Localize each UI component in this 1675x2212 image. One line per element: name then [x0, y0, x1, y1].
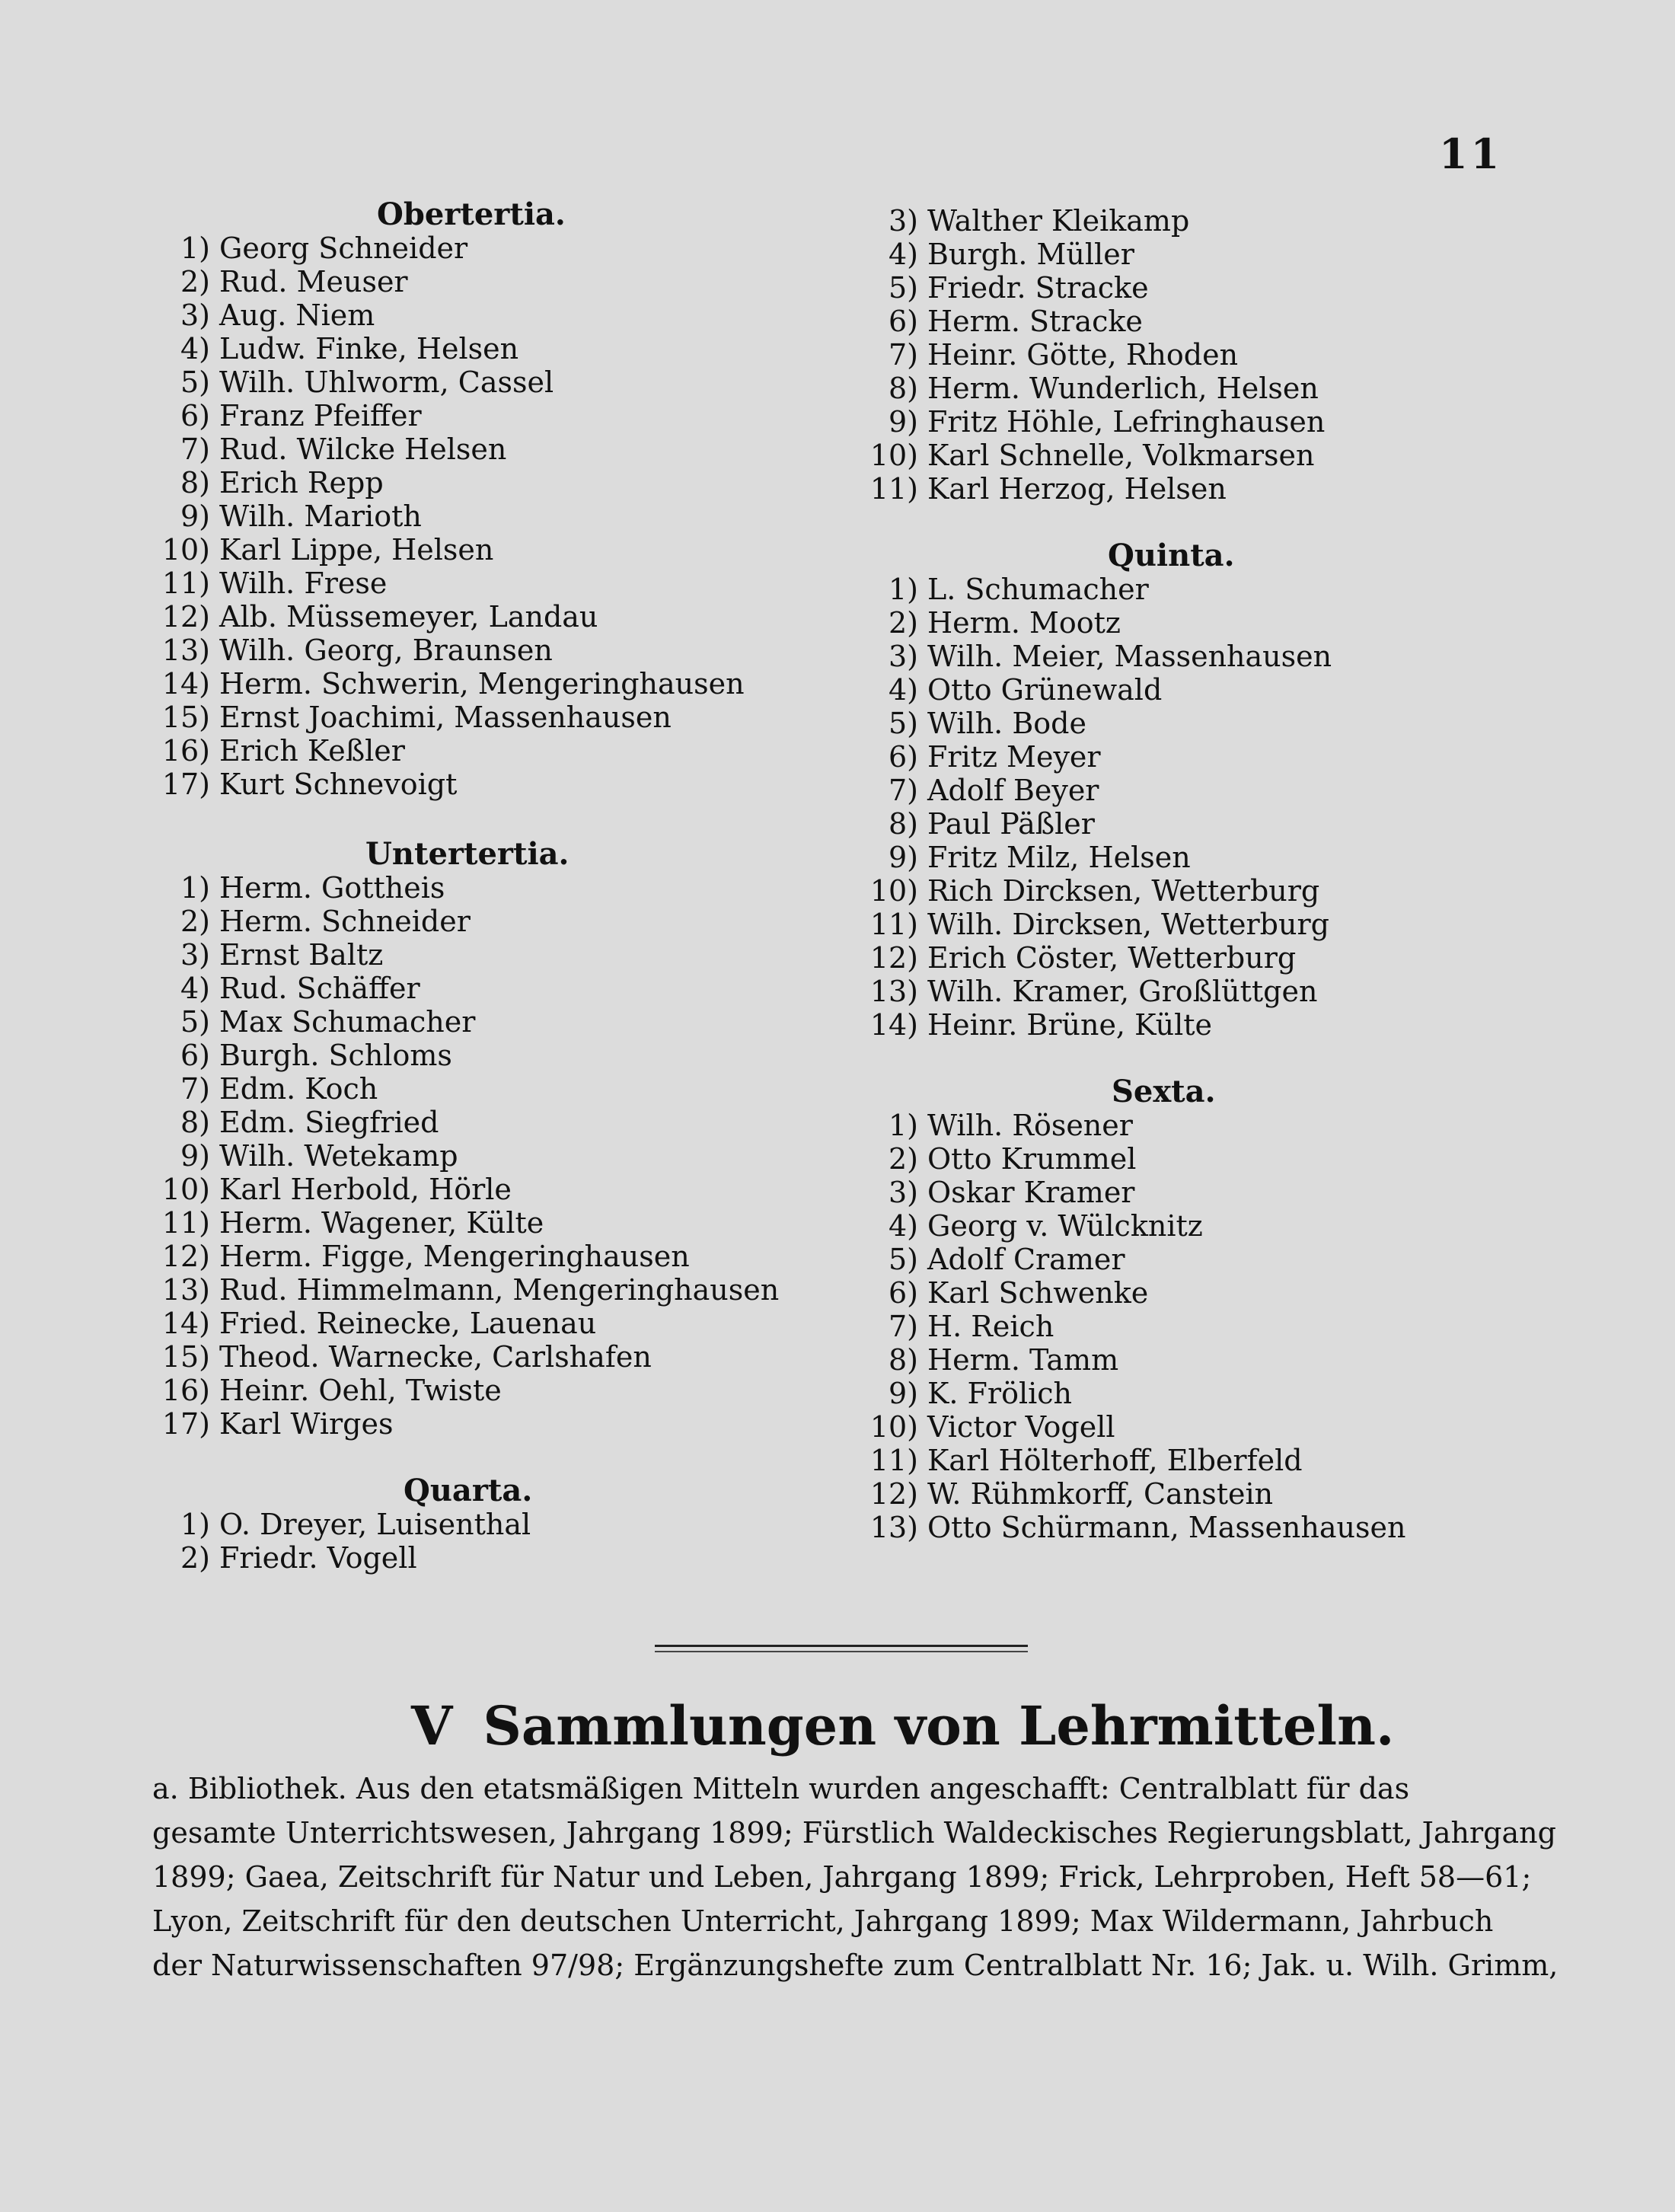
list-item-name: Rud. Schäffer [219, 972, 420, 1005]
list-item [860, 1209, 1546, 1243]
list-sexta [860, 1109, 1546, 1544]
list-item-name: Burgh. Müller [927, 238, 1134, 271]
list-item [152, 701, 838, 734]
body-line: a. Bibliothek. Aus den etatsmäßigen Mitteln wurden angeschafft: Centralblatt für das [152, 1772, 1410, 1805]
list-item-name: Georg Schneider [219, 231, 468, 265]
list-item-name: Karl Lippe, Helsen [219, 533, 494, 567]
list-item-number: 5) [888, 1243, 918, 1276]
list-item-name: Herm. Gottheis [219, 871, 445, 905]
heading-sexta: Sexta. [1112, 1074, 1216, 1109]
list-item [860, 673, 1546, 707]
list-item-name: Heinr. Brüne, Külte [927, 1008, 1213, 1042]
list-item-number: 8) [180, 466, 210, 500]
list-item [860, 740, 1546, 774]
list-item [860, 439, 1546, 472]
list-item [152, 1039, 838, 1072]
list-item-number: 4) [888, 238, 918, 271]
list-item [860, 1444, 1546, 1477]
list-item-name: Ernst Joachimi, Massenhausen [219, 701, 672, 734]
list-item-name: Karl Herzog, Helsen [927, 472, 1227, 506]
list-item-number: 6) [180, 399, 210, 433]
list-item [152, 734, 838, 768]
list-item [152, 1240, 838, 1273]
list-item [860, 573, 1546, 606]
list-item-name: Herm. Wagener, Külte [219, 1206, 544, 1240]
list-item-name: Wilh. Rösener [927, 1109, 1133, 1142]
list-item [152, 567, 838, 600]
list-item [860, 606, 1546, 640]
divider-line-bottom [655, 1651, 1028, 1652]
list-item [860, 204, 1546, 238]
list-item-number: 8) [888, 807, 918, 841]
list-item-number: 1) [180, 1508, 210, 1541]
list-item-name: Wilh. Frese [219, 567, 388, 600]
list-item-name: Otto Schürmann, Massenhausen [927, 1511, 1406, 1544]
list-item [860, 774, 1546, 807]
list-item-name: Fried. Reinecke, Lauenau [219, 1307, 597, 1340]
list-item [152, 871, 838, 905]
list-item [152, 1173, 838, 1206]
list-item [152, 938, 838, 972]
list-item-number: 6) [180, 1039, 210, 1072]
list-item-number: 10) [869, 439, 918, 472]
list-item-number: 5) [888, 707, 918, 740]
list-item [152, 1407, 838, 1441]
list-item-number: 9) [888, 1377, 918, 1410]
list-item [860, 1109, 1546, 1142]
list-item [860, 271, 1546, 305]
list-item [152, 298, 838, 332]
list-item [152, 1541, 838, 1575]
list-item-name: Fritz Höhle, Lefringhausen [927, 405, 1326, 439]
list-item [152, 1340, 838, 1374]
list-item-number: 7) [888, 1310, 918, 1343]
list-item-number: 17) [161, 1407, 210, 1441]
list-item [152, 1005, 838, 1039]
list-item-name: Rud. Meuser [219, 265, 408, 298]
list-item [860, 472, 1546, 506]
section-title [411, 1694, 1401, 1757]
list-item [152, 600, 838, 634]
body-line: 1899; Gaea, Zeitschrift für Natur und Leben, Jahrgang 1899; Frick, Lehrproben, Heft 58—61; [152, 1860, 1532, 1894]
list-item-name: Heinr. Götte, Rhoden [927, 338, 1239, 372]
list-item-number: 6) [888, 1276, 918, 1310]
list-item-name: Herm. Schneider [219, 905, 471, 938]
section-title-text: Sammlungen von Lehrmitteln. [483, 1694, 1395, 1757]
list-item-name: Herm. Figge, Mengeringhausen [219, 1240, 690, 1273]
list-item-number: 2) [180, 265, 210, 298]
list-item-name: Rich Dircksen, Wetterburg [927, 874, 1320, 908]
list-item [860, 1243, 1546, 1276]
list-item-number: 14) [161, 1307, 210, 1340]
list-item [152, 533, 838, 567]
list-item-name: Wilh. Meier, Massenhausen [927, 640, 1332, 673]
list-item-number: 3) [888, 204, 918, 238]
list-untertertia [152, 871, 838, 1441]
list-item [860, 1276, 1546, 1310]
list-item [860, 1008, 1546, 1042]
list-item [152, 768, 838, 801]
list-item-number: 2) [180, 905, 210, 938]
list-item-name: Rud. Wilcke Helsen [219, 433, 507, 466]
list-item [860, 1310, 1546, 1343]
list-item [860, 941, 1546, 975]
list-item-name: Otto Krummel [927, 1142, 1137, 1176]
list-item-name: L. Schumacher [927, 573, 1149, 606]
list-item-number: 2) [180, 1541, 210, 1575]
list-item-number: 7) [180, 1072, 210, 1106]
list-item-name: Herm. Schwerin, Mengeringhausen [219, 667, 745, 701]
list-item-name: Wilh. Marioth [219, 500, 422, 533]
list-item-name: Georg v. Wülcknitz [927, 1209, 1203, 1243]
list-item-name: K. Frölich [927, 1377, 1073, 1410]
list-item-number: 10) [161, 533, 210, 567]
list-item [860, 1343, 1546, 1377]
list-item [860, 908, 1546, 941]
list-item-name: Karl Hölterhoff, Elberfeld [927, 1444, 1303, 1477]
list-item-number: 1) [888, 1109, 918, 1142]
list-item-number: 9) [888, 405, 918, 439]
list-item [860, 1511, 1546, 1544]
body-line: Lyon, Zeitschrift für den deutschen Unterricht, Jahrgang 1899; Max Wildermann, Jahrbuch [152, 1904, 1494, 1938]
list-item-number: 13) [869, 1511, 918, 1544]
list-item-name: Max Schumacher [219, 1005, 476, 1039]
list-item [152, 466, 838, 500]
list-item-number: 11) [161, 1206, 210, 1240]
list-item-name: Karl Wirges [219, 1407, 394, 1441]
list-item-number: 15) [161, 1340, 210, 1374]
list-item-number: 9) [888, 841, 918, 874]
heading-quarta: Quarta. [404, 1473, 533, 1508]
list-item-number: 11) [869, 472, 918, 506]
list-item-name: Erich Keßler [219, 734, 405, 768]
list-item-number: 13) [869, 975, 918, 1008]
list-item-name: Heinr. Oehl, Twiste [219, 1374, 502, 1407]
list-item [860, 1377, 1546, 1410]
list-item-name: Victor Vogell [927, 1410, 1115, 1444]
list-item-name: Wilh. Kramer, Großlüttgen [927, 975, 1318, 1008]
list-item-name: Edm. Koch [219, 1072, 378, 1106]
heading-obertertia: Obertertia. [377, 196, 566, 232]
body-paragraph [152, 1767, 1559, 1987]
list-item [152, 265, 838, 298]
list-item-name: Edm. Siegfried [219, 1106, 439, 1139]
list-item-name: Burgh. Schloms [219, 1039, 452, 1072]
list-item [152, 1139, 838, 1173]
list-item [860, 707, 1546, 740]
list-item-number: 4) [180, 332, 210, 365]
list-item-number: 1) [180, 231, 210, 265]
page-number: 11 [1439, 129, 1503, 178]
list-item-number: 4) [180, 972, 210, 1005]
list-item [152, 905, 838, 938]
heading-untertertia: Untertertia. [365, 836, 570, 872]
list-item-number: 3) [180, 298, 210, 332]
list-item-number: 12) [161, 1240, 210, 1273]
list-item [152, 1072, 838, 1106]
list-item-name: Alb. Müssemeyer, Landau [219, 600, 598, 634]
list-item-name: Karl Schwenke [927, 1276, 1149, 1310]
list-item-name: Otto Grünewald [927, 673, 1163, 707]
list-item-name: Herm. Stracke [927, 305, 1143, 338]
list-item-number: 13) [161, 634, 210, 667]
list-item-name: W. Rühmkorff, Canstein [927, 1477, 1274, 1511]
list-item [152, 500, 838, 533]
list-item-name: Franz Pfeiffer [219, 399, 422, 433]
list-item-name: Ludw. Finke, Helsen [219, 332, 519, 365]
list-item-number: 5) [180, 365, 210, 399]
list-item-number: 5) [888, 271, 918, 305]
list-item-number: 6) [888, 305, 918, 338]
list-item-number: 13) [161, 1273, 210, 1307]
list-item-number: 11) [869, 1444, 918, 1477]
list-item-number: 3) [888, 1176, 918, 1209]
list-item-name: Oskar Kramer [927, 1176, 1135, 1209]
list-item-number: 4) [888, 673, 918, 707]
list-item-number: 2) [888, 1142, 918, 1176]
list-item-number: 1) [180, 871, 210, 905]
list-item-name: Paul Päßler [927, 807, 1095, 841]
body-line: der Naturwissenschaften 97/98; Ergänzungshefte zum Centralblatt Nr. 16; Jak. u. Wilh. Grimm, [152, 1949, 1559, 1982]
list-item-number: 7) [888, 774, 918, 807]
list-item-number: 9) [180, 1139, 210, 1173]
list-item-name: Herm. Mootz [927, 606, 1121, 640]
list-item-name: Adolf Beyer [927, 774, 1099, 807]
list-item [860, 807, 1546, 841]
list-item-name: Wilh. Georg, Braunsen [219, 634, 553, 667]
list-item-name: H. Reich [927, 1310, 1054, 1343]
list-item [860, 372, 1546, 405]
list-item-number: 16) [161, 734, 210, 768]
list-item-number: 8) [180, 1106, 210, 1139]
list-item [152, 231, 838, 265]
list-item-number: 17) [161, 768, 210, 801]
divider-line-top [655, 1645, 1028, 1647]
list-item-number: 8) [888, 1343, 918, 1377]
list-item [152, 399, 838, 433]
list-item-name: Theod. Warnecke, Carlshafen [219, 1340, 652, 1374]
list-item-name: Karl Herbold, Hörle [219, 1173, 512, 1206]
list-item [152, 1273, 838, 1307]
list-quinta [860, 573, 1546, 1042]
list-item [152, 365, 838, 399]
list-item [860, 874, 1546, 908]
list-item [152, 1106, 838, 1139]
list-item-name: Herm. Tamm [927, 1343, 1119, 1377]
list-item [860, 1477, 1546, 1511]
list-item [152, 1508, 838, 1541]
list-item-name: Wilh. Wetekamp [219, 1139, 458, 1173]
list-item-number: 9) [180, 500, 210, 533]
section-divider [655, 1645, 1028, 1652]
list-quarta [152, 1508, 838, 1575]
list-obertertia [152, 231, 838, 801]
list-item-number: 6) [888, 740, 918, 774]
list-item-number: 2) [888, 606, 918, 640]
list-item [152, 433, 838, 466]
list-item [152, 1374, 838, 1407]
list-item-number: 7) [180, 433, 210, 466]
list-item [860, 405, 1546, 439]
list-item-number: 16) [161, 1374, 210, 1407]
list-item-number: 15) [161, 701, 210, 734]
list-item-name: Friedr. Stracke [927, 271, 1149, 305]
heading-quinta: Quinta. [1108, 538, 1235, 573]
list-item-number: 7) [888, 338, 918, 372]
list-item-number: 14) [869, 1008, 918, 1042]
list-item [860, 1142, 1546, 1176]
list-item [152, 972, 838, 1005]
list-item [152, 667, 838, 701]
list-item-name: Fritz Meyer [927, 740, 1101, 774]
list-item-name: Erich Repp [219, 466, 384, 500]
list-item-name: Friedr. Vogell [219, 1541, 417, 1575]
list-item [152, 332, 838, 365]
list-item-number: 1) [888, 573, 918, 606]
list-item-number: 8) [888, 372, 918, 405]
list-item-name: Wilh. Dircksen, Wetterburg [927, 908, 1329, 941]
list-item-number: 10) [869, 874, 918, 908]
list-item-name: Fritz Milz, Helsen [927, 841, 1191, 874]
list-item-name: Ernst Baltz [219, 938, 384, 972]
list-item-number: 10) [161, 1173, 210, 1206]
list-item-number: 14) [161, 667, 210, 701]
list-item [860, 1176, 1546, 1209]
list-item-name: Erich Cöster, Wetterburg [927, 941, 1297, 975]
list-item [152, 1206, 838, 1240]
list-item-name: O. Dreyer, Luisenthal [219, 1508, 531, 1541]
list-item-name: Wilh. Uhlworm, Cassel [219, 365, 554, 399]
list-item-name: Walther Kleikamp [927, 204, 1190, 238]
section-numeral: V [411, 1694, 453, 1757]
list-item [860, 1410, 1546, 1444]
list-item-name: Rud. Himmelmann, Mengeringhausen [219, 1273, 780, 1307]
list-item [860, 238, 1546, 271]
list-item-number: 12) [161, 600, 210, 634]
list-item [152, 1307, 838, 1340]
list-item-number: 10) [869, 1410, 918, 1444]
list-item-number: 11) [161, 567, 210, 600]
list-item [860, 841, 1546, 874]
list-item-name: Adolf Cramer [927, 1243, 1125, 1276]
right-column [860, 204, 1546, 1544]
list-item-name: Herm. Wunderlich, Helsen [927, 372, 1319, 405]
list-item-number: 11) [869, 908, 918, 941]
left-column [152, 198, 838, 1575]
list-item [860, 640, 1546, 673]
list-quarta-continued [860, 204, 1546, 506]
list-item [860, 338, 1546, 372]
list-item-name: Kurt Schnevoigt [219, 768, 458, 801]
list-item-number: 3) [888, 640, 918, 673]
list-item-number: 5) [180, 1005, 210, 1039]
list-item-name: Wilh. Bode [927, 707, 1086, 740]
body-line: gesamte Unterrichtswesen, Jahrgang 1899; Fürstlich Waldeckisches Regierungsblatt, Jahrgang [152, 1816, 1556, 1850]
list-item-number: 12) [869, 941, 918, 975]
list-item [860, 305, 1546, 338]
list-item-number: 4) [888, 1209, 918, 1243]
list-item-name: Karl Schnelle, Volkmarsen [927, 439, 1315, 472]
list-item-number: 3) [180, 938, 210, 972]
list-item [152, 634, 838, 667]
list-item [860, 975, 1546, 1008]
list-item-number: 12) [869, 1477, 918, 1511]
list-item-name: Aug. Niem [219, 298, 375, 332]
